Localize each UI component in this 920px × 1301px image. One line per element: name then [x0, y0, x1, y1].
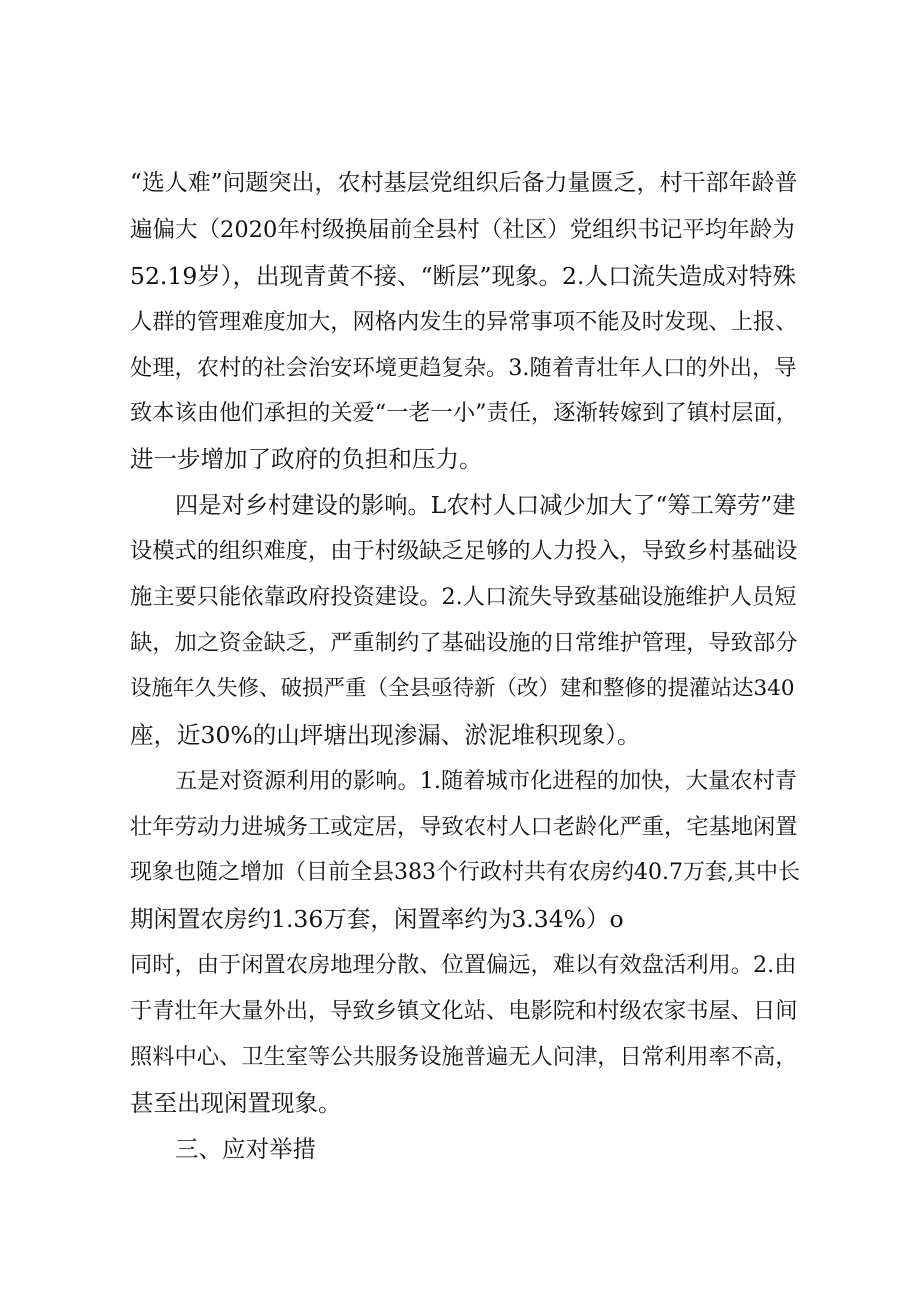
text-line: 四是对乡村建设的影响。L农村人口减少加大了“筹工筹劳”建: [175, 492, 796, 519]
section-heading: 三、应对举措: [175, 1135, 316, 1163]
text-line: 进一步增加了政府的负担和压力。: [130, 445, 483, 473]
text-line: 同时，由于闲置农房地理分散、位置偏远，难以有效盘活利用。2.由: [130, 952, 797, 978]
text-line: 人群的管理难度加大，网格内发生的异常事项不能及时发现、上报、: [130, 309, 798, 335]
text-line: 遍偏大（2020年村级换届前全县村（社区）党组织书记平均年龄为: [130, 217, 795, 243]
text-line: 设施年久失修、破损严重（全县亟待新（改）建和整修的提灌站达340: [130, 676, 795, 701]
text-line: 照料中心、卫生室等公共服务设施普遍无人问津，日常利用率不高，: [130, 1044, 798, 1070]
text-line: 致本该由他们承担的关爱“一老一小”责任，逐渐转嫁到了镇村层面，: [130, 400, 798, 426]
text-line: 壮年劳动力进城务工或定居，导致农村人口老龄化严重，宅基地闲置: [130, 814, 798, 840]
text-line: 五是对资源利用的影响。1.随着城市化进程的加快，大量农村青: [175, 768, 797, 794]
text-line: 现象也随之增加（目前全县383个行政村共有农房约40.7万套,其中长: [130, 860, 800, 885]
text-line: 座，近30%的山坪塘出现渗漏、淤泥堆积现象）。: [130, 721, 641, 749]
text-line: 施主要只能依靠政府投资建设。2.人口流失导致基础设施维护人员短: [130, 584, 797, 610]
text-line: 52.19岁），出现青黄不接、“断层”现象。2.人口流失造成对特殊: [130, 262, 796, 290]
text-line: 处理，农村的社会治安环境更趋复杂。3.随着青壮年人口的外出，导: [130, 355, 797, 381]
text-line: 期闲置农房约1.36万套，闲置率约为3.34%）o: [130, 905, 624, 933]
text-line: 缺，加之资金缺乏，严重制约了基础设施的日常维护管理，导致部分: [130, 630, 798, 656]
text-line: 于青壮年大量外出，导致乡镇文化站、电影院和村级农家书屋、日间: [130, 998, 798, 1024]
text-line: 甚至出现闲置现象。: [130, 1089, 342, 1117]
text-line: 设模式的组织难度，由于村级缺乏足够的人力投入，导致乡村基础设: [130, 538, 798, 564]
text-line: “选人难”问题突出，农村基层党组织后备力量匮乏，村干部年龄普: [130, 170, 798, 196]
